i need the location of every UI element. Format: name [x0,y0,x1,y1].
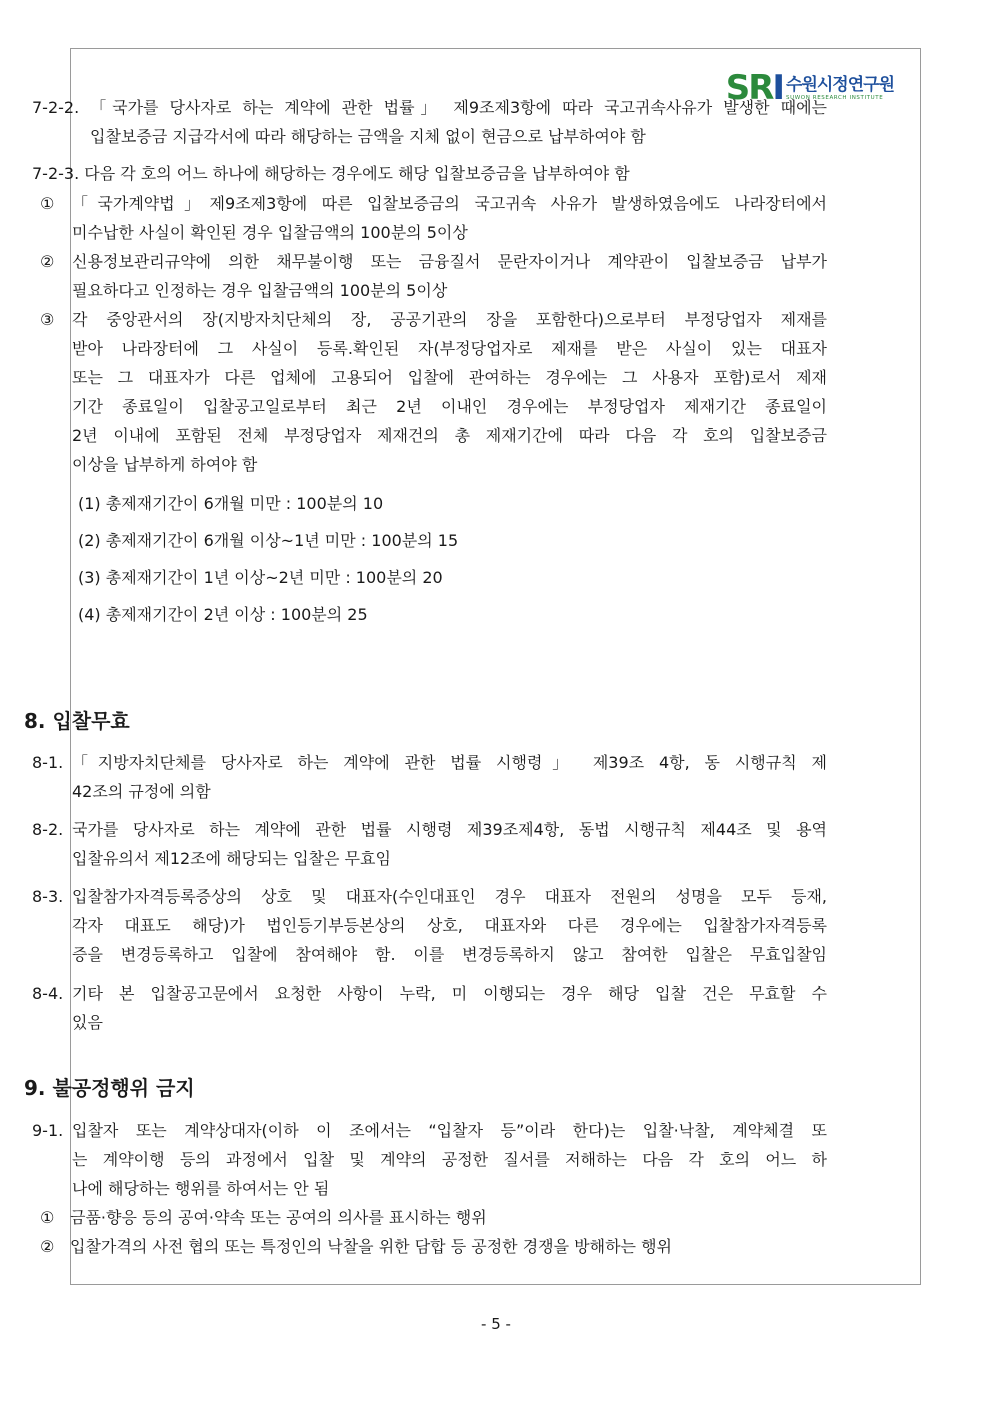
s8-4-line1: 기타 본 입찰공고문에서 요청한 사항이 누락, 미 이행되는 경우 해당 입찰 건은 무효할 수 [72,984,827,1003]
p723-c3-line1: 각 중앙관서의 장(지방자치단체의 장, 공공기관의 장을 포함한다)으로부터 부정당업자 제재를 [72,310,827,329]
logo-korean-name: 수원시정연구원 [786,74,894,95]
s9-1-line3: 나에 해당하는 행위를 하여서는 안 됨 [72,1179,330,1198]
s8-2-num: 8-2. [32,820,64,839]
sub-item-3: (3) 총제재기간이 1년 이상~2년 미만 : 100분의 20 [78,568,443,587]
p722-line1: 7-2-2. 「국가를 당사자로 하는 계약에 관한 법률」 제9조제3항에 따라 국고귀속사유가 발생한 때에는 [32,98,827,117]
sub-item-1: (1) 총제재기간이 6개월 미만 : 100분의 10 [78,494,384,513]
s8-3-line3: 증을 변경등록하고 입찰에 참여해야 함. 이를 변경등록하지 않고 참여한 입찰은 무효입찰임 [72,945,827,964]
s8-1-num: 8-1. [32,753,64,772]
logo-english-name: SUWON RESEARCH INSTITUTE [786,94,884,101]
item-marker: ② [40,1237,55,1256]
p723-c3-line2: 받아 나라장터에 그 사실이 등록.확인된 자(부정당업자로 제재를 받은 사실이 있는 대표자 [72,339,827,358]
s8-1-line2: 42조의 규정에 의함 [72,782,211,801]
s8-3-num: 8-3. [32,887,64,906]
s8-3-line2: 각자 대표도 해당)가 법인등기부등본상의 상호, 대표자와 다른 경우에는 입찰참가자격등록 [72,916,827,935]
p723-c3-line3: 또는 그 대표자가 다른 업체에 고용되어 입찰에 관여하는 경우에는 그 사용자 포함)로서 제재 [72,368,827,387]
p722-line2: 입찰보증금 지급각서에 따라 해당하는 금액을 지체 없이 현금으로 납부하여야 함 [90,127,646,146]
p723-line1: 7-2-3. 다음 각 호의 어느 하나에 해당하는 경우에도 해당 입찰보증금을 납부하여야 함 [32,164,630,183]
p723-c1-line2: 미수납한 사실이 확인된 경우 입찰금액의 100분의 5이상 [72,223,468,242]
s9-c2-text: 입찰가격의 사전 협의 또는 특정인의 낙찰을 위한 담합 등 공정한 경쟁을 방해하는 행위 [70,1237,672,1256]
s9-c1-text: 금품·향응 등의 공여·약속 또는 공여의 의사를 표시하는 행위 [70,1208,487,1227]
p723-c2-line2: 필요하다고 인정하는 경우 입찰금액의 100분의 5이상 [72,281,448,300]
s9-1-line1: 입찰자 또는 계약상대자(이하 이 조에서는 “입찰자 등”이라 한다)는 입찰·낙찰, 계약체결 또 [72,1121,827,1140]
logo-mark: SRI [725,68,784,108]
p723-c3-line5: 2년 이내에 포함된 전체 부정당업자 제재건의 총 제재기간에 따라 다음 각 호의 입찰보증금 [72,426,827,445]
s8-3-line1: 입찰참가자격등록증상의 상호 및 대표자(수인대표인 경우 대표자 전원의 성명을 모두 등재, [72,887,827,906]
s8-4-line2: 있음 [72,1013,103,1032]
item-marker: ① [40,194,55,213]
p723-c2-line1: 신용정보관리규약에 의한 채무불이행 또는 금융질서 문란자이거나 계약관이 입찰보증금 납부가 [72,252,827,271]
section-9-title: 9. 불공정행위 금지 [24,1076,195,1100]
p723-c3-line4: 기간 종료일이 입찰공고일로부터 최근 2년 이내인 경우에는 부정당업자 제재기간 종료일이 [72,397,827,416]
s8-2-line1: 국가를 당사자로 하는 계약에 관한 법률 시행령 제39조제4항, 동법 시행규칙 제44조 및 용역 [72,820,827,839]
page-number: - 5 - [481,1315,511,1333]
item-marker: ② [40,252,55,271]
p723-c3-line6: 이상을 납부하게 하여야 함 [72,455,258,474]
s8-4-num: 8-4. [32,984,64,1003]
item-marker: ③ [40,310,55,329]
s8-2-line2: 입찰유의서 제12조에 해당되는 입찰은 무효임 [72,849,391,868]
section-8-title: 8. 입찰무효 [24,709,130,733]
s9-1-line2: 는 계약이행 등의 과정에서 입찰 및 계약의 공정한 질서를 저해하는 다음 각 호의 어느 하 [72,1150,827,1169]
item-marker: ① [40,1208,55,1227]
s8-1-line1: 「지방자치단체를 당사자로 하는 계약에 관한 법률 시행령」 제39조 4항, 동 시행규칙 제 [72,753,827,772]
sub-item-4: (4) 총제재기간이 2년 이상 : 100분의 25 [78,605,368,624]
sub-item-2: (2) 총제재기간이 6개월 이상~1년 미만 : 100분의 15 [78,531,459,550]
p723-c1-line1: 「국가계약법」제9조제3항에 따른 입찰보증금의 국고귀속 사유가 발생하였음에도 나라장터에서 [72,194,827,213]
s9-1-num: 9-1. [32,1121,64,1140]
